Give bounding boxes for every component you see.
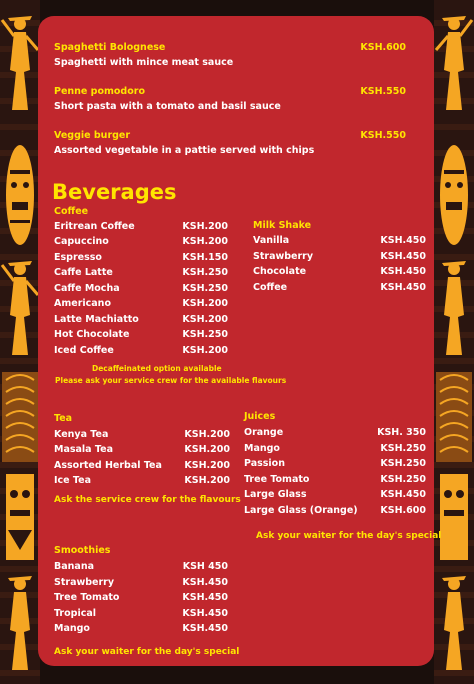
menu-panel xyxy=(38,16,434,666)
smoothie-item: Mango xyxy=(54,623,90,634)
coffee-price: KSH.200 xyxy=(182,314,228,325)
woman-figure-icon xyxy=(434,10,474,120)
coffee-item: Eritrean Coffee xyxy=(54,221,135,232)
smoothies-heading: Smoothies xyxy=(54,545,111,556)
tribal-pattern-icon xyxy=(0,370,40,465)
tea-item: Assorted Herbal Tea xyxy=(54,460,162,471)
milkshake-item: Coffee xyxy=(253,282,288,293)
coffee-price: KSH.200 xyxy=(182,236,228,247)
juice-item: Passion xyxy=(244,458,285,469)
woman-figure-icon xyxy=(0,10,40,120)
coffee-heading: Coffee xyxy=(54,206,89,217)
milkshake-item: Chocolate xyxy=(253,266,307,277)
tea-item: Kenya Tea xyxy=(54,429,109,440)
milkshake-heading: Milk Shake xyxy=(253,220,312,231)
tribal-mask-icon xyxy=(436,140,472,250)
smoothie-price: KSH 450 xyxy=(182,561,228,572)
tribal-mask-icon xyxy=(2,470,38,565)
smoothie-item: Tropical xyxy=(54,608,97,619)
coffee-item: Americano xyxy=(54,298,111,309)
dish-price: KSH.550 xyxy=(360,86,406,97)
tea-price: KSH.200 xyxy=(184,429,230,440)
dish-description: Assorted vegetable in a pattie served with chips xyxy=(54,145,315,156)
tea-price: KSH.200 xyxy=(184,444,230,455)
tea-price: KSH.200 xyxy=(184,460,230,471)
woman-figure-icon xyxy=(434,255,474,365)
coffee-price: KSH.250 xyxy=(182,283,228,294)
woman-figure-icon xyxy=(434,570,474,680)
smoothie-item: Tree Tomato xyxy=(54,592,120,603)
tribal-mask-icon xyxy=(2,140,38,250)
woman-figure-icon xyxy=(0,570,40,680)
tea-item: Ice Tea xyxy=(54,475,91,486)
dish-price: KSH.600 xyxy=(360,42,406,53)
coffee-item: Latte Machiatto xyxy=(54,314,139,325)
dish-name: Penne pomodoro xyxy=(54,86,145,97)
coffee-price: KSH.150 xyxy=(182,252,228,263)
coffee-item: Caffe Mocha xyxy=(54,283,120,294)
tribal-mask-icon xyxy=(436,470,472,565)
juice-price: KSH.250 xyxy=(380,443,426,454)
dish-name: Veggie burger xyxy=(54,130,131,141)
juice-item: Tree Tomato xyxy=(244,474,310,485)
dish-price: KSH.550 xyxy=(360,130,406,141)
coffee-item: Caffe Latte xyxy=(54,267,113,278)
decaf-note: Decaffeinated option available xyxy=(92,364,222,373)
milkshake-price: KSH.450 xyxy=(380,251,426,262)
juice-item: Large Glass (Orange) xyxy=(244,505,358,516)
coffee-item: Iced Coffee xyxy=(54,345,114,356)
coffee-item: Hot Chocolate xyxy=(54,329,130,340)
smoothie-price: KSH.450 xyxy=(182,592,228,603)
beverages-heading: Beverages xyxy=(52,180,177,204)
woman-figure-icon xyxy=(0,255,40,365)
coffee-price: KSH.200 xyxy=(182,221,228,232)
smoothie-price: KSH.450 xyxy=(182,623,228,634)
juice-price: KSH.600 xyxy=(380,505,426,516)
smoothie-price: KSH.450 xyxy=(182,577,228,588)
tea-item: Masala Tea xyxy=(54,444,113,455)
juice-item: Large Glass xyxy=(244,489,307,500)
coffee-price: KSH.250 xyxy=(182,329,228,340)
tribal-pattern-icon xyxy=(434,370,474,465)
tea-note: Ask the service crew for the flavours xyxy=(54,495,241,505)
juice-item: Orange xyxy=(244,427,284,438)
smoothie-price: KSH.450 xyxy=(182,608,228,619)
smoothie-item: Strawberry xyxy=(54,577,115,588)
juice-price: KSH.250 xyxy=(380,474,426,485)
coffee-price: KSH.200 xyxy=(182,298,228,309)
dish-description: Short pasta with a tomato and basil sauce xyxy=(54,101,281,112)
coffee-item: Capuccino xyxy=(54,236,109,247)
milkshake-price: KSH.450 xyxy=(380,282,426,293)
juice-price: KSH.450 xyxy=(380,489,426,500)
milkshake-item: Vanilla xyxy=(253,235,290,246)
tea-heading: Tea xyxy=(54,413,73,424)
milkshake-price: KSH.450 xyxy=(380,266,426,277)
tea-price: KSH.200 xyxy=(184,475,230,486)
milkshake-price: KSH.450 xyxy=(380,235,426,246)
juice-item: Mango xyxy=(244,443,280,454)
dish-name: Spaghetti Bolognese xyxy=(54,42,166,53)
smoothie-item: Banana xyxy=(54,561,94,572)
dish-description: Spaghetti with mince meat sauce xyxy=(54,57,234,68)
coffee-item: Espresso xyxy=(54,252,102,263)
juice-price: KSH.250 xyxy=(380,458,426,469)
smoothies-note: Ask your waiter for the day's special xyxy=(54,647,240,657)
juice-price: KSH. 350 xyxy=(377,427,426,438)
juices-heading: Juices xyxy=(244,411,276,422)
coffee-price: KSH.200 xyxy=(182,345,228,356)
coffee-price: KSH.250 xyxy=(182,267,228,278)
juices-note: Ask your waiter for the day's special xyxy=(256,531,442,541)
milkshake-item: Strawberry xyxy=(253,251,314,262)
flavours-note: Please ask your service crew for the available flavours xyxy=(55,376,287,385)
